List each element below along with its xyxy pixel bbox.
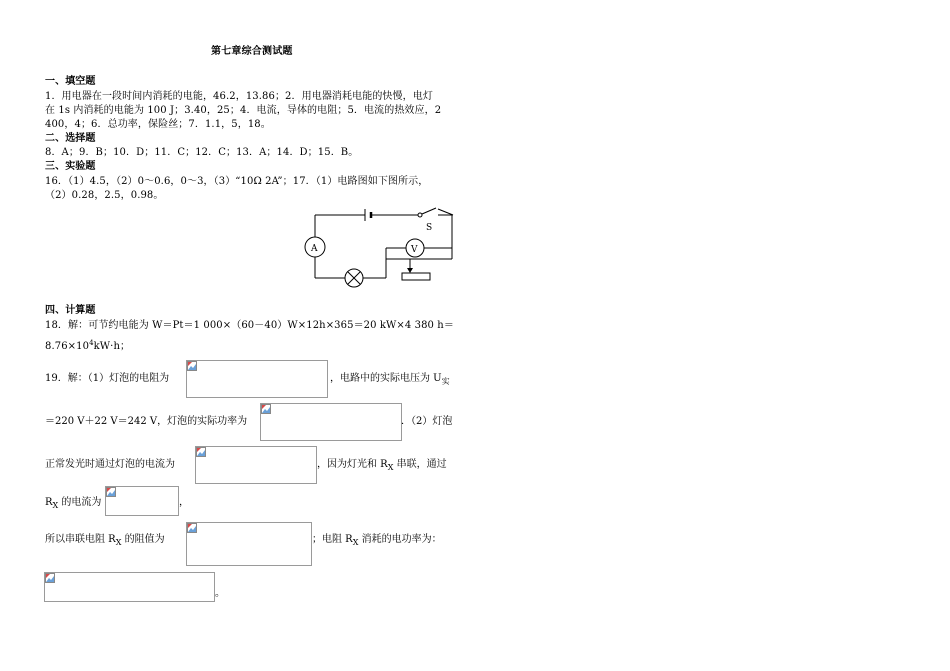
broken-image-icon xyxy=(261,404,271,414)
q19-text: 19．解：（1）灯泡的电阻为 xyxy=(45,373,170,384)
broken-image-icon xyxy=(187,361,197,371)
q19-text: ， xyxy=(179,497,189,508)
section-heading-experiment: 三、实验题 xyxy=(45,161,96,172)
q19-text: 所以串联电阻 $R_X$ 的阻值为 xyxy=(45,534,165,547)
q19-text: $R_X$ 的电流为 xyxy=(45,497,102,510)
switch-icon xyxy=(418,213,422,217)
q18-result-base: 8.76×10 xyxy=(45,341,90,352)
formula-image-placeholder xyxy=(186,360,328,398)
rheostat-slider-icon xyxy=(407,268,413,273)
broken-image-icon xyxy=(187,523,197,533)
q19-text: ＝220 V＋22 V＝242 V，灯泡的实际功率为 xyxy=(45,416,248,427)
circuit-wire xyxy=(438,209,453,215)
formula-image-placeholder xyxy=(105,486,179,516)
section-heading-choice: 二、选择题 xyxy=(45,133,96,144)
broken-image-icon xyxy=(106,487,116,497)
q18-line: 18．解：可节约电能为 W＝Pt＝1 000×（60－40）W×12h×365＝20 kW×4 380 h＝ xyxy=(45,320,454,331)
broken-image-icon xyxy=(196,447,206,457)
formula-image-placeholder xyxy=(260,403,402,441)
broken-image-icon xyxy=(45,573,55,583)
q18-result-exponent: 4 xyxy=(89,339,94,347)
fill-answer-line: 在 1s 内消耗的电能为 100 J；3.40，25；4．电流，导体的电阻；5．电流的热效应，2 xyxy=(45,105,442,116)
formula-image-placeholder xyxy=(186,522,312,566)
circuit-diagram xyxy=(298,204,458,292)
fill-answer-line: 400，4；6．总功率，保险丝；7．1.1，5，18。 xyxy=(45,119,271,130)
q18-result-unit: kW·h； xyxy=(93,341,131,352)
q19-text: ；电阻 $R_X$ 消耗的电功率为： xyxy=(312,534,442,547)
voltmeter-label: V xyxy=(411,245,418,255)
q19-text: ．（2）灯泡 xyxy=(401,416,453,427)
q19-text: ，电路中的实际电压为 $U_实$ xyxy=(330,373,450,386)
experiment-answer-line: 16．（1）4.5，（2）0～0.6，0～3，（3）“10Ω 2A”；17．（1）电路图如下图所示， xyxy=(45,176,429,187)
q19-text: 正常发光时通过灯泡的电流为 xyxy=(45,459,175,470)
choice-answer-line: 8．A；9．B；10．D；11．C；12．C；13．A；14．D；15．B。 xyxy=(45,147,359,158)
switch-icon xyxy=(422,208,436,214)
section-heading-fill: 一、填空题 xyxy=(45,76,96,87)
fill-answer-line: 1．用电器在一段时间内消耗的电能，46.2，13.86；2．用电器消耗电能的快慢，电灯 xyxy=(45,91,433,102)
q18-result-line xyxy=(45,337,130,352)
q19-text: ，因为灯光和 $R_X$ 串联，通过 xyxy=(317,459,447,472)
ammeter-label: A xyxy=(311,244,318,254)
section-heading-calc: 四、计算题 xyxy=(45,305,96,316)
rheostat-icon xyxy=(402,273,430,280)
page-title: 第七章综合测试题 xyxy=(211,46,293,57)
formula-image-placeholder xyxy=(195,446,317,484)
formula-image-placeholder xyxy=(44,572,215,602)
experiment-answer-line: （2）0.28，2.5，0.98。 xyxy=(45,190,164,201)
q19-text: 。 xyxy=(215,588,225,599)
switch-label: S xyxy=(426,223,433,233)
